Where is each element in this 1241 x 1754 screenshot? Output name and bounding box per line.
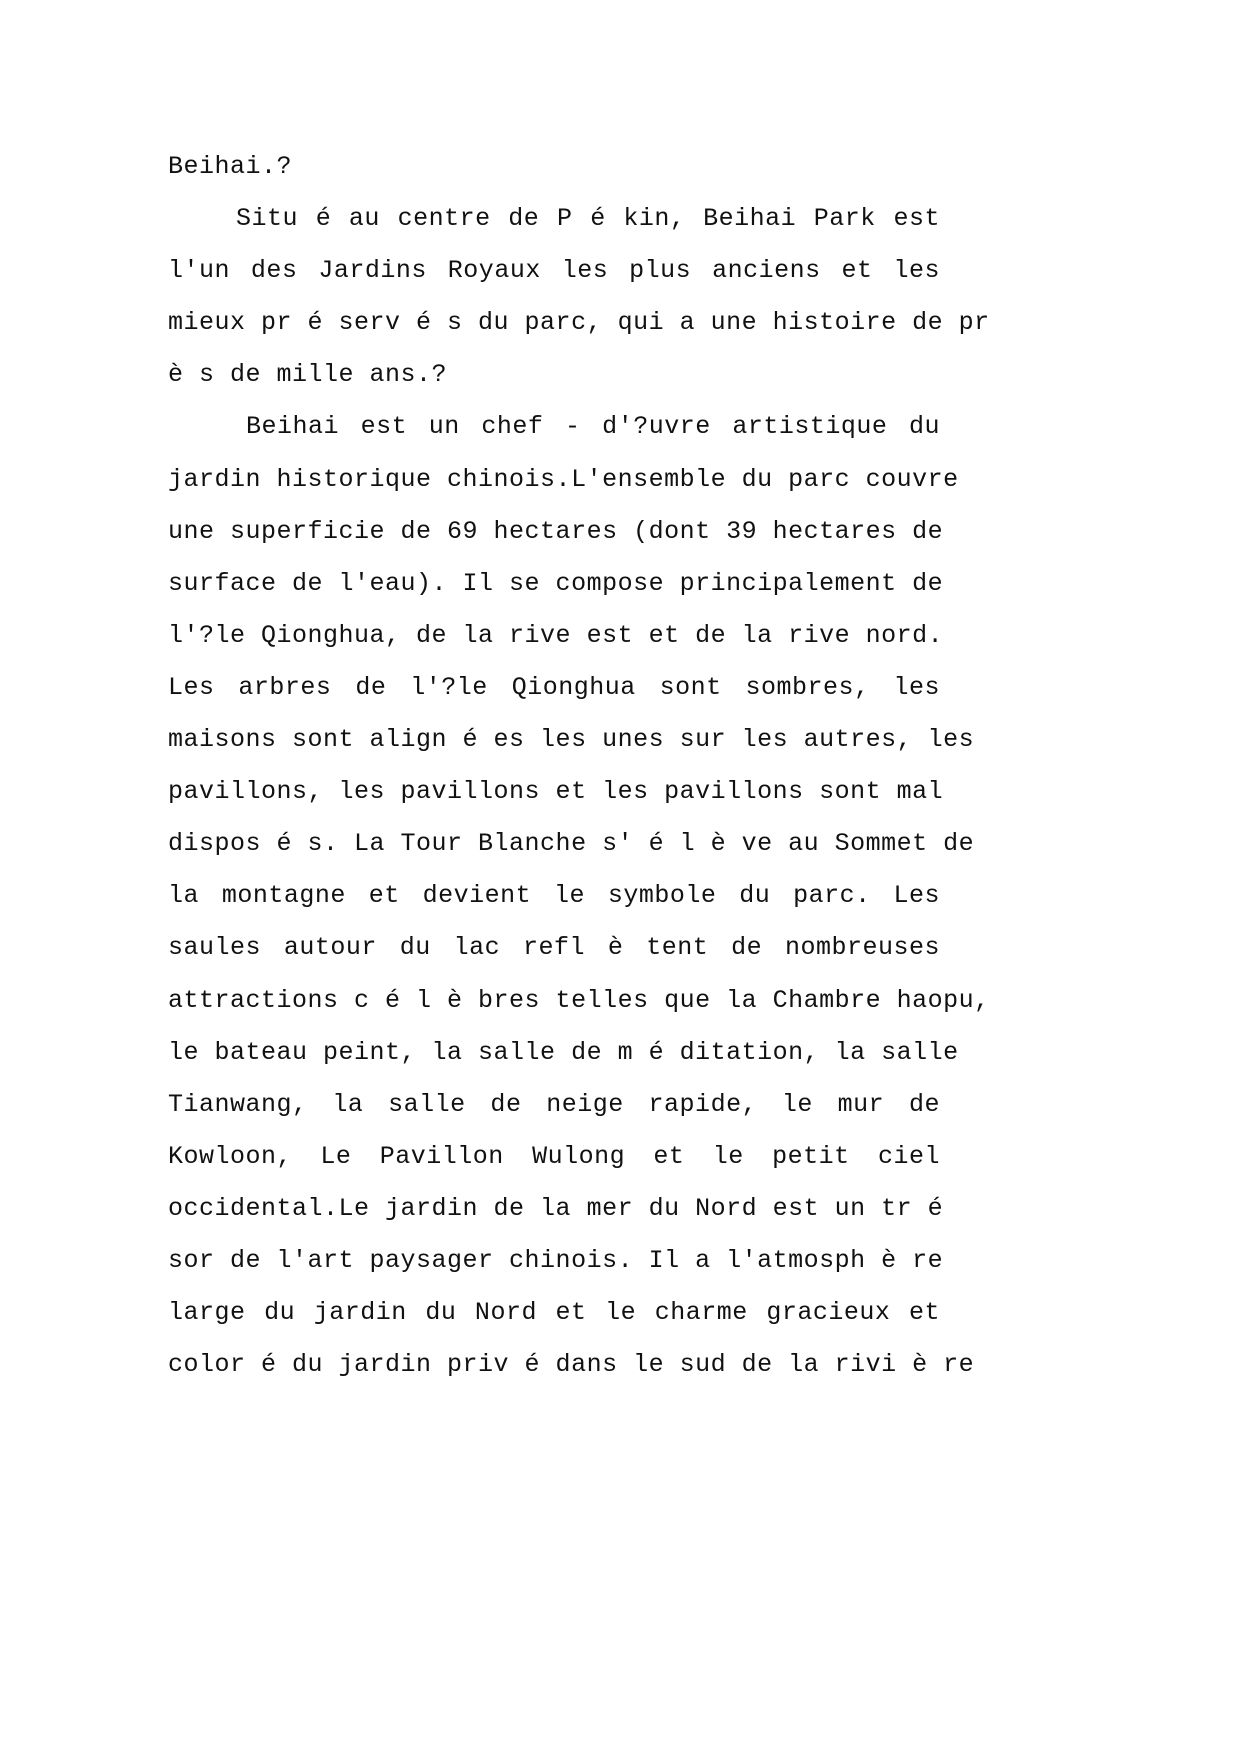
text-line: large du jardin du Nord et le charme gracieux et (168, 1298, 940, 1328)
text-line: l'un des Jardins Royaux les plus anciens et les (168, 256, 940, 286)
document-page (168, 145, 990, 1395)
text-line: une superficie de 69 hectares (dont 39 hectares de (168, 516, 944, 546)
text-line: le bateau peint, la salle de m é ditation, la salle (168, 1037, 959, 1067)
text-line: Kowloon, Le Pavillon Wulong et le petit ciel (168, 1141, 940, 1171)
text-line: attractions c é l è bres telles que la Chambre haopu, (168, 985, 990, 1015)
text-line: dispos é s. La Tour Blanche s' é l è ve au Sommet de (168, 829, 975, 859)
text-line: la montagne et devient le symbole du parc. Les (168, 881, 940, 911)
text-line: occidental.Le jardin de la mer du Nord est un tr é (168, 1193, 944, 1223)
text-line: saules autour du lac refl è tent de nombreuses (168, 933, 940, 963)
text-line: maisons sont align é es les unes sur les autres, les (168, 725, 975, 755)
text-line: Beihai est un chef - d'?uvre artistique du (246, 412, 940, 442)
text-line: Tianwang, la salle de neige rapide, le mur de (168, 1089, 940, 1119)
text-line: surface de l'eau). Il se compose principalement de (168, 568, 944, 598)
text-line: pavillons, les pavillons et les pavillons sont mal (168, 777, 944, 807)
text-line: Les arbres de l'?le Qionghua sont sombres, les (168, 672, 940, 702)
text-line: mieux pr é serv é s du parc, qui a une histoire de pr (168, 308, 990, 338)
text-line: l'?le Qionghua, de la rive est et de la rive nord. (168, 620, 944, 650)
text-line: sor de l'art paysager chinois. Il a l'atmosph è re (168, 1245, 944, 1275)
text-line: jardin historique chinois.L'ensemble du parc couvre (168, 464, 959, 494)
text-line: Beihai.? (168, 152, 293, 181)
text-line: è s de mille ans.? (168, 360, 448, 390)
text-line: color é du jardin priv é dans le sud de la rivi è re (168, 1350, 975, 1380)
text-line: Situ é au centre de P é kin, Beihai Park est (236, 204, 940, 234)
